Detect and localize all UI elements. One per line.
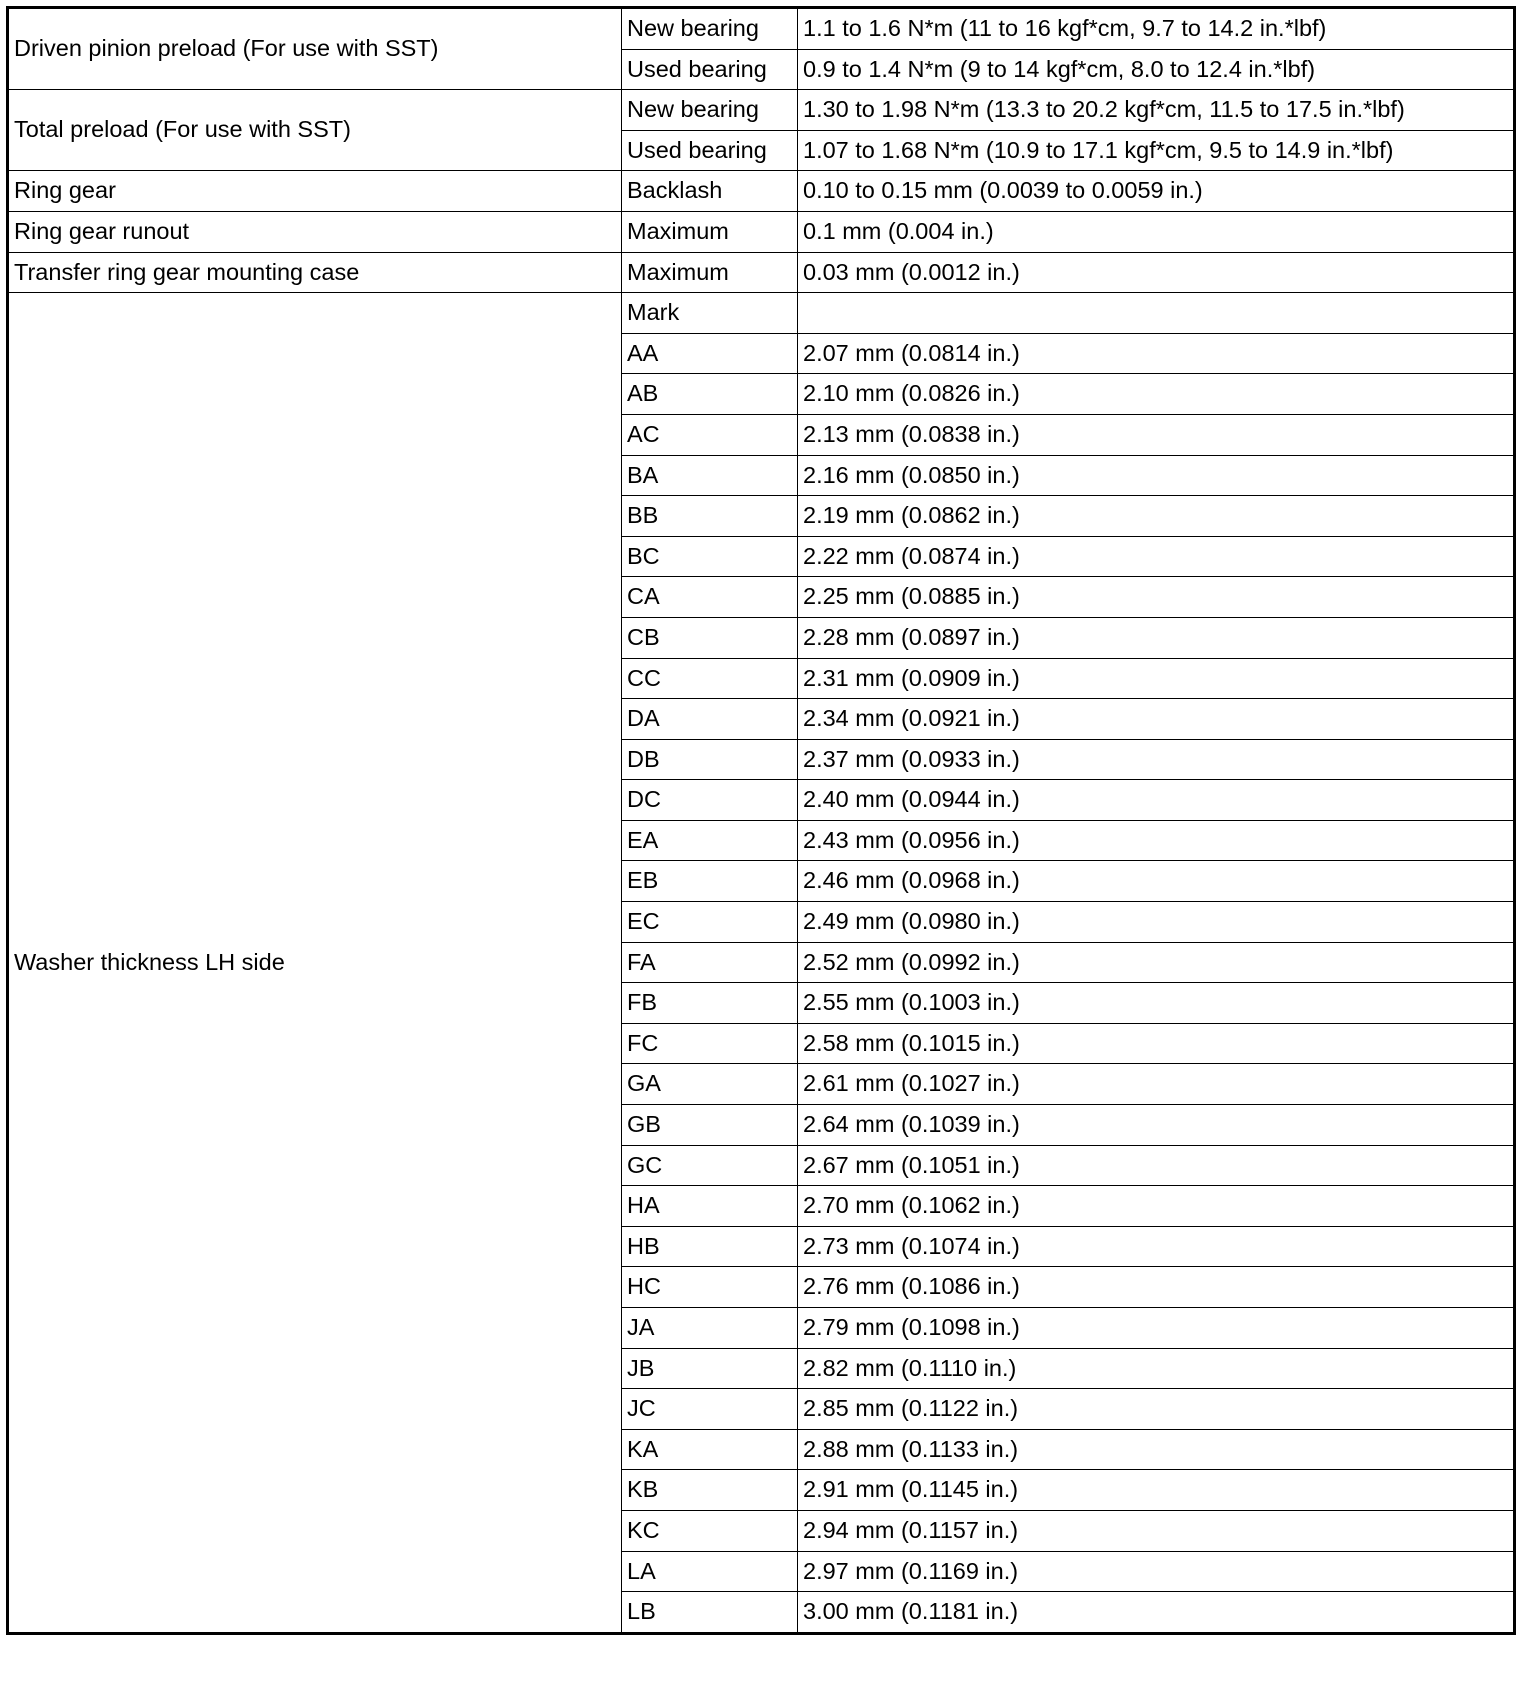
condition-cell: HC — [622, 1267, 798, 1308]
condition-cell: GC — [622, 1145, 798, 1186]
value-cell: 2.25 mm (0.0885 in.) — [798, 577, 1515, 618]
condition-cell: LA — [622, 1551, 798, 1592]
condition-cell: DC — [622, 780, 798, 821]
condition-cell: Backlash — [622, 171, 798, 212]
condition-cell: GA — [622, 1064, 798, 1105]
condition-cell: KB — [622, 1470, 798, 1511]
value-cell: 2.70 mm (0.1062 in.) — [798, 1186, 1515, 1227]
value-cell: 2.61 mm (0.1027 in.) — [798, 1064, 1515, 1105]
value-cell: 2.37 mm (0.0933 in.) — [798, 739, 1515, 780]
value-cell: 2.49 mm (0.0980 in.) — [798, 902, 1515, 943]
value-cell: 2.76 mm (0.1086 in.) — [798, 1267, 1515, 1308]
spec-table — [6, 6, 1516, 1635]
value-cell: 2.28 mm (0.0897 in.) — [798, 617, 1515, 658]
value-cell: 2.07 mm (0.0814 in.) — [798, 333, 1515, 374]
value-cell: 3.00 mm (0.1181 in.) — [798, 1592, 1515, 1634]
condition-cell: New bearing — [622, 8, 798, 50]
value-cell: 2.88 mm (0.1133 in.) — [798, 1429, 1515, 1470]
condition-cell: FC — [622, 1023, 798, 1064]
table-row — [8, 171, 1515, 212]
item-cell: Ring gear — [8, 171, 622, 212]
value-cell: 2.52 mm (0.0992 in.) — [798, 942, 1515, 983]
table-row — [8, 8, 1515, 50]
value-cell: 0.10 to 0.15 mm (0.0039 to 0.0059 in.) — [798, 171, 1515, 212]
value-cell: 2.82 mm (0.1110 in.) — [798, 1348, 1515, 1389]
condition-cell: EA — [622, 820, 798, 861]
condition-cell: DA — [622, 699, 798, 740]
table-row — [8, 293, 1515, 334]
condition-cell: AC — [622, 414, 798, 455]
condition-cell: DB — [622, 739, 798, 780]
spec-table-body — [8, 8, 1515, 1634]
value-cell: 2.10 mm (0.0826 in.) — [798, 374, 1515, 415]
item-cell: Washer thickness LH side — [8, 293, 622, 1634]
condition-cell: KA — [622, 1429, 798, 1470]
condition-cell: New bearing — [622, 90, 798, 131]
condition-cell: CA — [622, 577, 798, 618]
condition-cell: EC — [622, 902, 798, 943]
value-cell: 2.43 mm (0.0956 in.) — [798, 820, 1515, 861]
condition-cell: Used bearing — [622, 130, 798, 171]
condition-cell: JA — [622, 1308, 798, 1349]
value-cell: 2.16 mm (0.0850 in.) — [798, 455, 1515, 496]
condition-cell: Maximum — [622, 252, 798, 293]
value-cell: 2.34 mm (0.0921 in.) — [798, 699, 1515, 740]
table-row — [8, 252, 1515, 293]
condition-cell: JB — [622, 1348, 798, 1389]
value-cell: 2.40 mm (0.0944 in.) — [798, 780, 1515, 821]
condition-cell: BB — [622, 496, 798, 537]
value-cell: 2.31 mm (0.0909 in.) — [798, 658, 1515, 699]
value-cell: 1.30 to 1.98 N*m (13.3 to 20.2 kgf*cm, 11.5 to 17.5 in.*lbf) — [798, 90, 1515, 131]
item-cell: Total preload (For use with SST) — [8, 90, 622, 171]
item-cell: Ring gear runout — [8, 211, 622, 252]
value-cell: 2.79 mm (0.1098 in.) — [798, 1308, 1515, 1349]
condition-cell: CB — [622, 617, 798, 658]
condition-cell: LB — [622, 1592, 798, 1634]
value-cell: 2.91 mm (0.1145 in.) — [798, 1470, 1515, 1511]
value-cell: 0.9 to 1.4 N*m (9 to 14 kgf*cm, 8.0 to 12.4 in.*lbf) — [798, 49, 1515, 90]
item-cell: Transfer ring gear mounting case — [8, 252, 622, 293]
value-cell: 2.85 mm (0.1122 in.) — [798, 1389, 1515, 1430]
condition-cell: HB — [622, 1226, 798, 1267]
value-cell: 1.1 to 1.6 N*m (11 to 16 kgf*cm, 9.7 to 14.2 in.*lbf) — [798, 8, 1515, 50]
condition-cell: KC — [622, 1510, 798, 1551]
value-cell: 2.13 mm (0.0838 in.) — [798, 414, 1515, 455]
item-cell: Driven pinion preload (For use with SST) — [8, 8, 622, 90]
value-cell — [798, 293, 1515, 334]
condition-cell: Used bearing — [622, 49, 798, 90]
table-row — [8, 90, 1515, 131]
condition-cell: HA — [622, 1186, 798, 1227]
condition-cell: BA — [622, 455, 798, 496]
value-cell: 2.73 mm (0.1074 in.) — [798, 1226, 1515, 1267]
table-row — [8, 211, 1515, 252]
value-cell: 1.07 to 1.68 N*m (10.9 to 17.1 kgf*cm, 9.5 to 14.9 in.*lbf) — [798, 130, 1515, 171]
condition-cell: Mark — [622, 293, 798, 334]
condition-cell: AB — [622, 374, 798, 415]
condition-cell: JC — [622, 1389, 798, 1430]
condition-cell: BC — [622, 536, 798, 577]
value-cell: 2.46 mm (0.0968 in.) — [798, 861, 1515, 902]
condition-cell: CC — [622, 658, 798, 699]
value-cell: 2.22 mm (0.0874 in.) — [798, 536, 1515, 577]
condition-cell: EB — [622, 861, 798, 902]
value-cell: 2.94 mm (0.1157 in.) — [798, 1510, 1515, 1551]
condition-cell: FB — [622, 983, 798, 1024]
value-cell: 2.97 mm (0.1169 in.) — [798, 1551, 1515, 1592]
condition-cell: Maximum — [622, 211, 798, 252]
value-cell: 2.19 mm (0.0862 in.) — [798, 496, 1515, 537]
value-cell: 2.58 mm (0.1015 in.) — [798, 1023, 1515, 1064]
value-cell: 0.03 mm (0.0012 in.) — [798, 252, 1515, 293]
condition-cell: GB — [622, 1105, 798, 1146]
value-cell: 2.67 mm (0.1051 in.) — [798, 1145, 1515, 1186]
condition-cell: FA — [622, 942, 798, 983]
value-cell: 0.1 mm (0.004 in.) — [798, 211, 1515, 252]
value-cell: 2.64 mm (0.1039 in.) — [798, 1105, 1515, 1146]
condition-cell: AA — [622, 333, 798, 374]
value-cell: 2.55 mm (0.1003 in.) — [798, 983, 1515, 1024]
